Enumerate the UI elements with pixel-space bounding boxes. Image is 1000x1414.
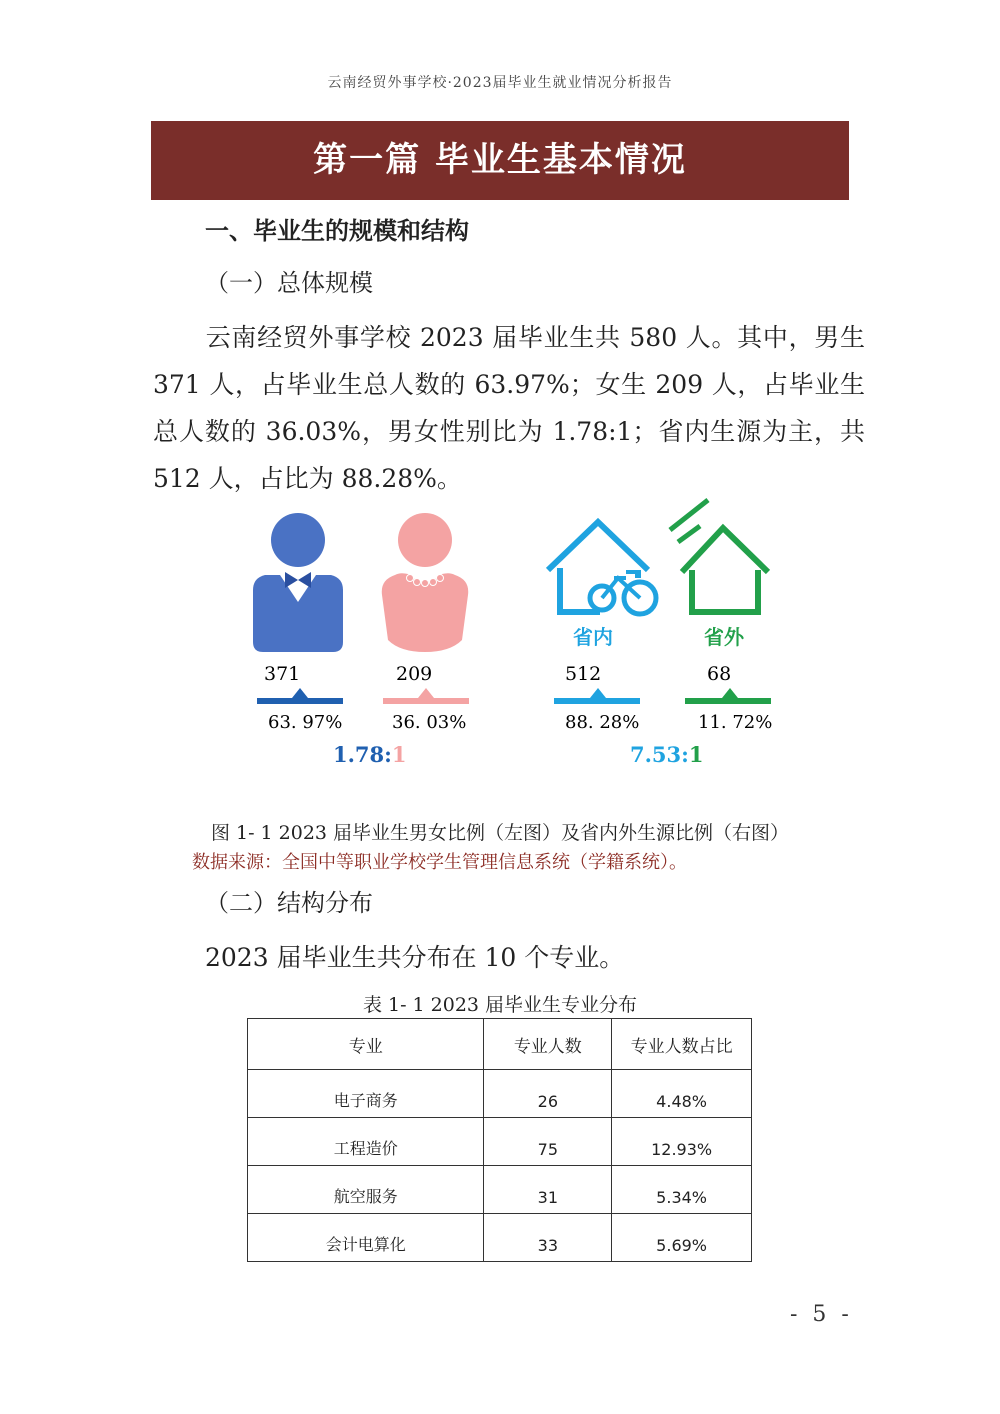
chapter-banner: 第一篇 毕业生基本情况 <box>151 121 849 200</box>
table-row <box>248 1214 752 1262</box>
major-distribution-table <box>247 1018 752 1262</box>
table-row <box>248 1166 752 1214</box>
male-count: 371 <box>264 663 301 685</box>
cell-major: 工程造价 <box>248 1118 484 1166</box>
outside-pct: 11. 72% <box>698 712 773 733</box>
home-out-icon <box>670 500 768 612</box>
gender-ratio-a: 1.78 <box>333 742 385 767</box>
female-count: 209 <box>396 663 433 685</box>
cell-major: 航空服务 <box>248 1166 484 1214</box>
body-paragraph-2: 2023 届毕业生共分布在 10 个专业。 <box>205 943 625 972</box>
origin-ratio-b: 1 <box>688 742 704 767</box>
page-header: 云南经贸外事学校·2023届毕业生就业情况分析报告 <box>327 75 673 91</box>
cell-major: 电子商务 <box>248 1070 484 1118</box>
cell-share: 12.93% <box>612 1118 752 1166</box>
outside-label: 省外 <box>704 625 744 649</box>
page-number: - 5 - <box>790 1302 853 1327</box>
female-pct: 36. 03% <box>392 712 467 733</box>
subsection-heading-2: （二）结构分布 <box>205 889 373 917</box>
cell-share: 5.34% <box>612 1166 752 1214</box>
inside-bar <box>554 688 640 704</box>
body-paragraph-1 <box>153 314 865 502</box>
home-bicycle-icon <box>548 522 656 614</box>
gender-ratio-sep: : <box>384 742 392 767</box>
figure-caption: 图 1- 1 2023 届毕业生男女比例（左图）及省内外生源比例（右图） <box>210 822 790 844</box>
header-major: 专业 <box>248 1019 484 1070</box>
cell-count: 26 <box>484 1070 612 1118</box>
header-share: 专业人数占比 <box>612 1019 752 1070</box>
cell-count: 75 <box>484 1118 612 1166</box>
female-bar <box>383 688 469 704</box>
male-pct: 63. 97% <box>268 712 343 733</box>
header-count: 专业人数 <box>484 1019 612 1070</box>
outside-bar <box>685 688 771 704</box>
table-caption: 表 1- 1 2023 届毕业生专业分布 <box>362 994 638 1016</box>
table-header-row <box>248 1019 752 1070</box>
origin-ratio <box>630 742 704 767</box>
data-source: 数据来源：全国中等职业学校学生管理信息系统（学籍系统）。 <box>192 852 687 873</box>
origin-ratio-sep: : <box>681 742 689 767</box>
table-row <box>248 1070 752 1118</box>
female-icon <box>382 513 468 652</box>
origin-ratio-a: 7.53 <box>630 742 682 767</box>
body-paragraph-1-text: 云南经贸外事学校 2023 届毕业生共 580 人。其中，男生 371 人，占毕业生总人数的 63.97%；女生 209 人，占毕业生总人数的 36.03%，男女性别比为 1.78:1；省内生源为主，共 512 人，占比为 88.28%。 <box>153 323 865 493</box>
inside-count: 512 <box>565 663 602 685</box>
cell-share: 4.48% <box>612 1070 752 1118</box>
cell-count: 31 <box>484 1166 612 1214</box>
cell-count: 33 <box>484 1214 612 1262</box>
subsection-heading-1: （一）总体规模 <box>205 269 373 297</box>
cell-share: 5.69% <box>612 1214 752 1262</box>
inside-label: 省内 <box>573 625 613 649</box>
gender-origin-infographic <box>230 490 790 790</box>
gender-ratio-b: 1 <box>391 742 407 767</box>
male-icon <box>253 513 343 652</box>
male-bar <box>257 688 343 704</box>
gender-ratio <box>333 742 407 767</box>
inside-pct: 88. 28% <box>565 712 640 733</box>
cell-major: 会计电算化 <box>248 1214 484 1262</box>
outside-count: 68 <box>707 663 732 685</box>
table-row <box>248 1118 752 1166</box>
section-heading: 一、毕业生的规模和结构 <box>205 217 469 245</box>
